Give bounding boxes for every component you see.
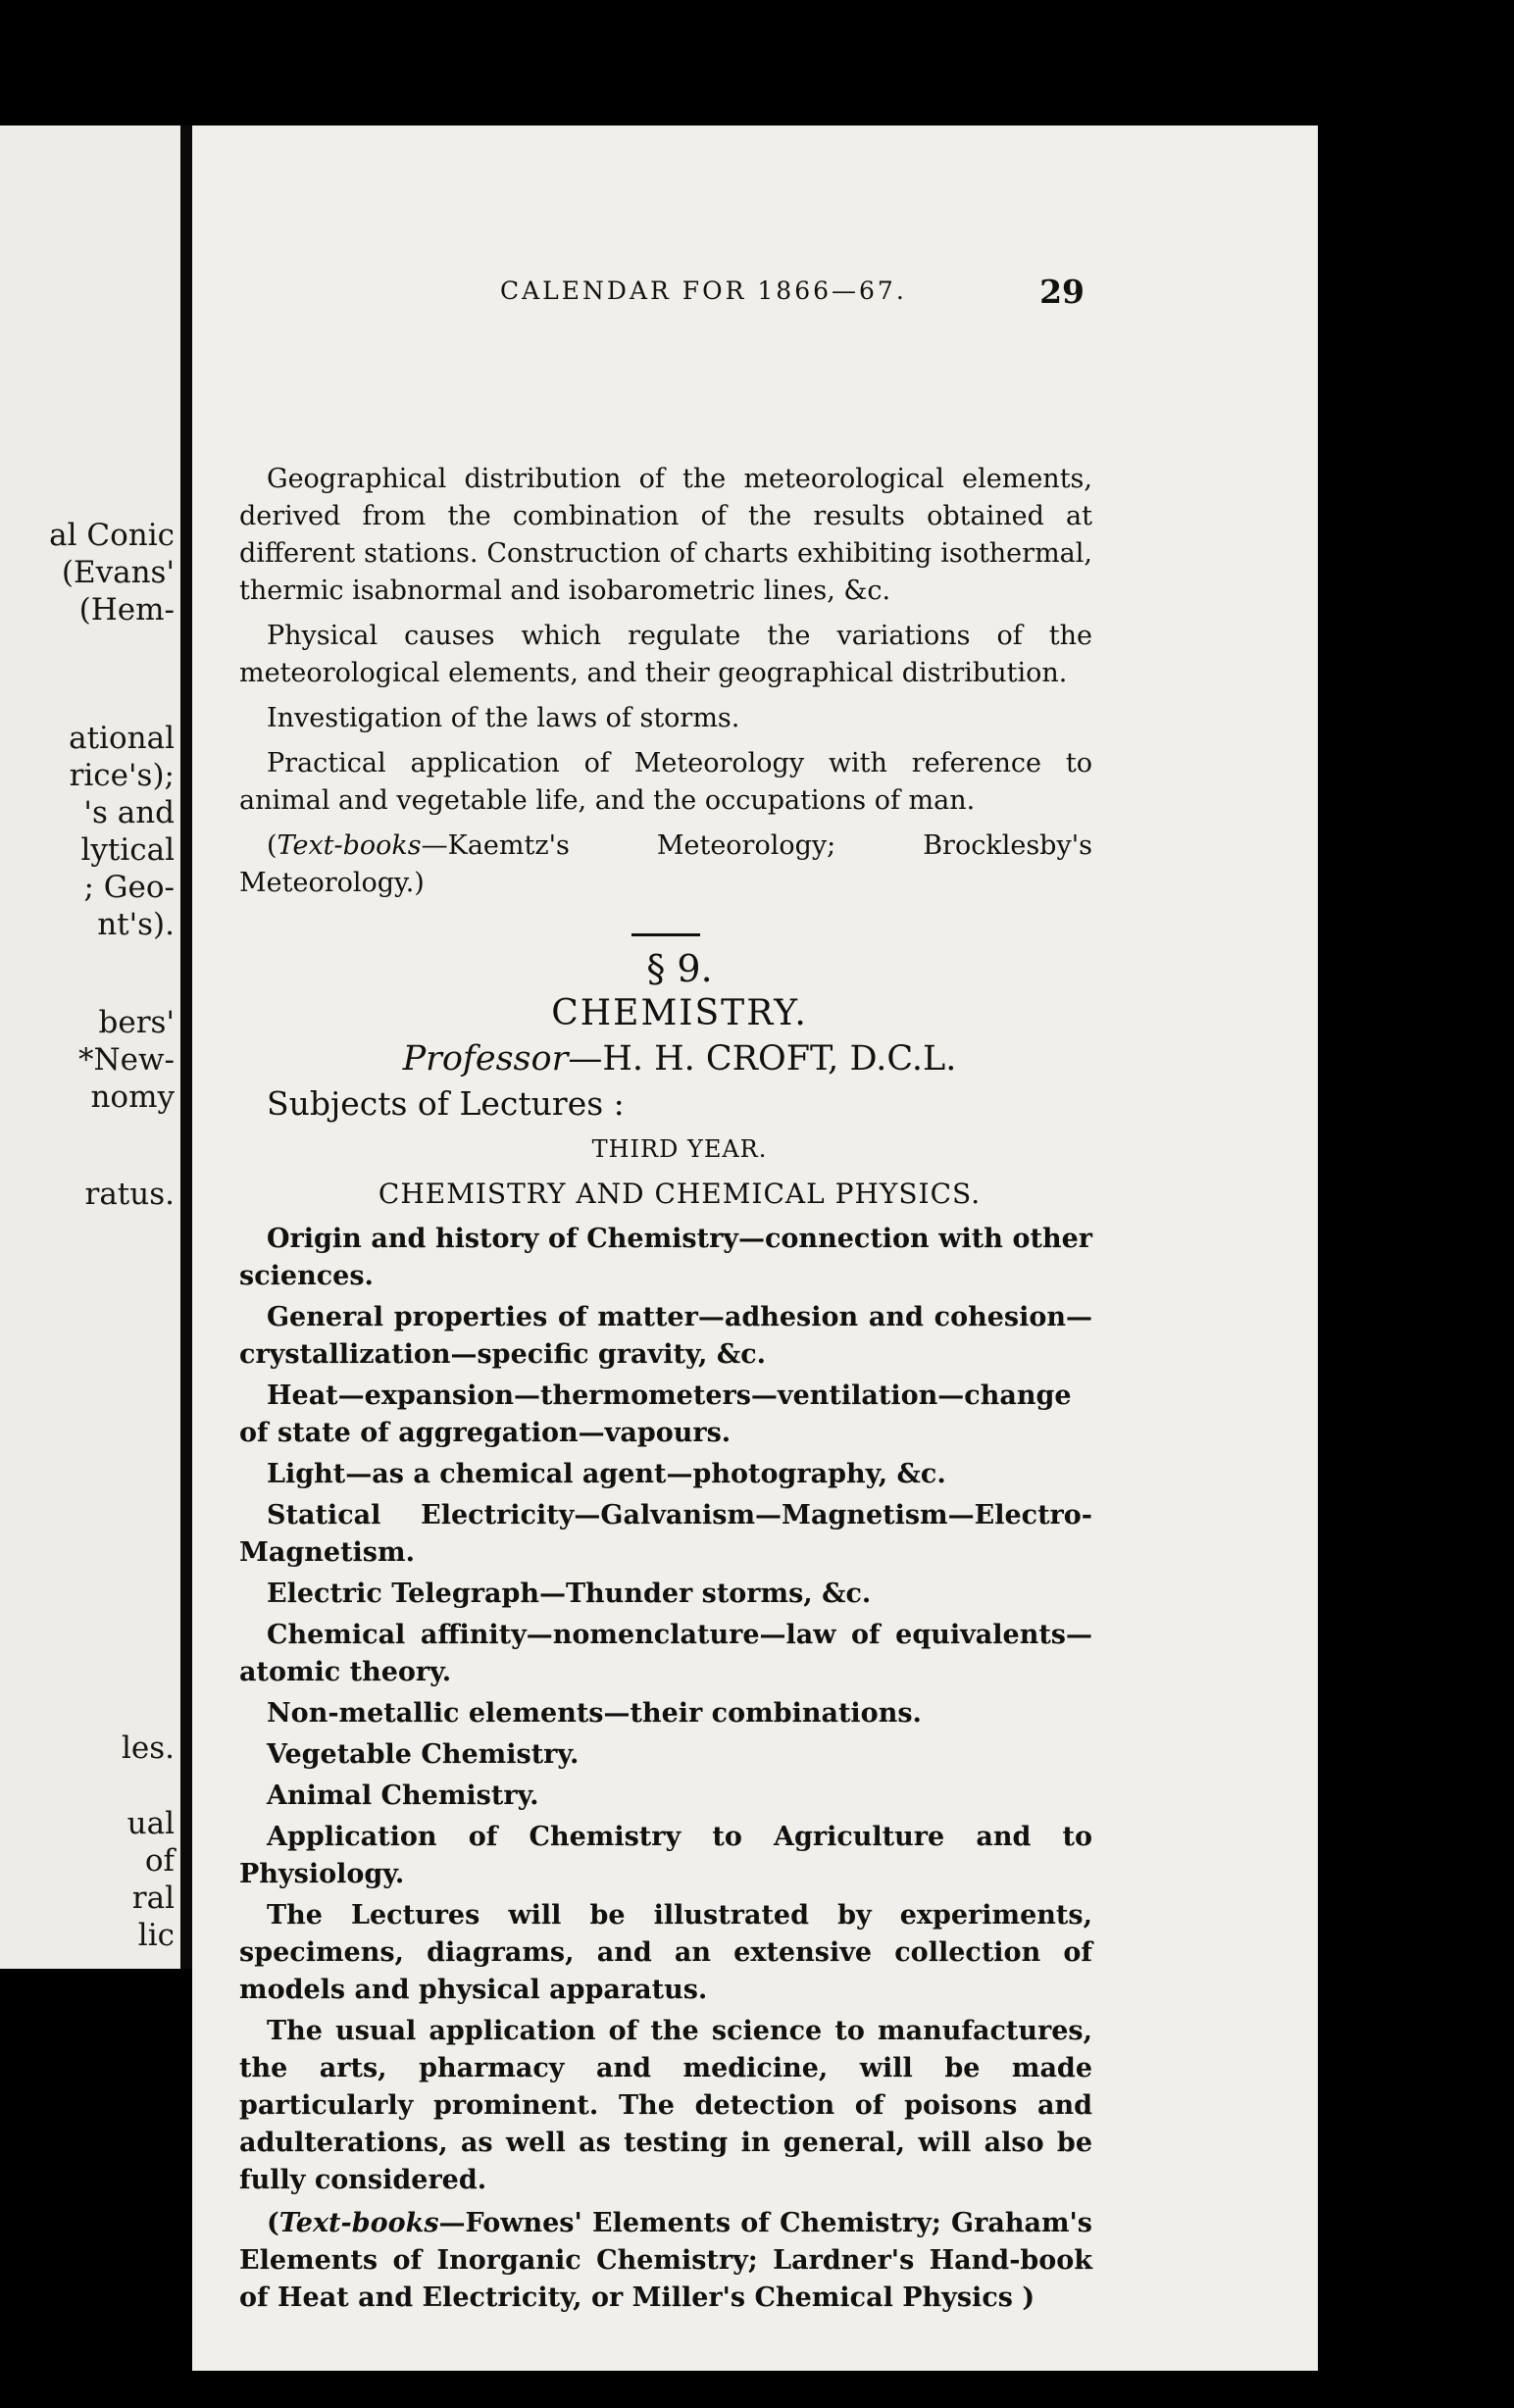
- topic-item: Heat—expansion—thermometers—ventilation—change of state of aggregation—vapours.: [239, 1380, 1072, 1448]
- section-divider: [631, 933, 700, 936]
- facing-page-fragment: (Hem-: [78, 592, 175, 627]
- page-body: [239, 461, 1092, 2321]
- running-header: [306, 273, 1120, 318]
- topic-item: Electric Telegraph—Thunder storms, &c.: [267, 1579, 872, 1609]
- facing-page-fragment: rice's);: [69, 758, 175, 793]
- topic-item: The usual application of the science to manufactures, the arts, pharmacy and medicine, will be made particularly prominent. The detection of poisons and adulterations, as well as testing in general, will also be fully considered.: [239, 2016, 1092, 2195]
- facing-page-fragment: (Evans': [61, 555, 175, 590]
- topic-item: The Lectures will be illustrated by experiments, specimens, diagrams, and an extensive collection of models and physical apparatus.: [239, 1900, 1092, 2005]
- facing-page-fragment: ; Geo-: [83, 870, 175, 905]
- section-number: § 9.: [646, 947, 713, 990]
- topic-item: General properties of matter—adhesion and cohesion—crystallization—specific gravity, &c.: [239, 1302, 1092, 1370]
- topic-item: Light—as a chemical agent—photography, &c.: [267, 1459, 946, 1489]
- facing-page-fragment: 's and: [83, 795, 175, 830]
- textbooks-chemistry: (Text-books—Fownes' Elements of Chemistry; Graham's Elements of Inorganic Chemistry; Lardner's Hand-book of Heat and Electricity, or Miller's Chemical Physics ): [239, 2208, 1092, 2313]
- paragraph-practical-application: Practical application of Meteorology with reference to animal and vegetable life, and the occupations of man.: [239, 748, 1092, 816]
- topic-item: Non-metallic elements—their combinations.: [267, 1698, 922, 1729]
- facing-page-fragment: ratus.: [84, 1177, 175, 1212]
- page-number: 29: [1039, 273, 1085, 311]
- facing-page-fragment: al Conic: [49, 518, 175, 553]
- facing-page-fragment: nomy: [90, 1079, 175, 1115]
- paragraph-meteorology-distribution: Geographical distribution of the meteorological elements, derived from the combination of the results obtained at different stations. Construction of charts exhibiting isothermal, thermic isabnormal and isobarometric lines, &c.: [239, 464, 1092, 606]
- facing-page-fragment: nt's).: [97, 907, 175, 942]
- subjects-label: Subjects of Lectures :: [267, 1084, 625, 1123]
- topic-item: Statical Electricity—Galvanism—Magnetism—Electro-Magnetism.: [239, 1500, 1092, 1568]
- textbooks-label: Text-books: [277, 830, 422, 861]
- section-title: CHEMISTRY.: [551, 993, 808, 1033]
- topic-list: [239, 1221, 1092, 2317]
- year-heading: THIRD YEAR.: [591, 1135, 768, 1163]
- facing-page-fragment: ual: [126, 1806, 175, 1841]
- textbooks-list: —Kaemtz's Meteorology; Brocklesby's Meteorology.): [239, 830, 1092, 898]
- textbooks-meteorology: (Text-books—Kaemtz's Meteorology; Brocklesby's Meteorology.): [239, 830, 1092, 898]
- professor-line: [239, 1040, 1092, 1078]
- textbooks-label: Text-books: [278, 2208, 439, 2238]
- facing-page-fragment: of: [144, 1843, 175, 1879]
- topic-item: Animal Chemistry.: [267, 1781, 539, 1811]
- facing-page-fragment: lic: [137, 1918, 175, 1953]
- topic-item: Vegetable Chemistry.: [267, 1739, 580, 1770]
- professor-name: —H. H. CROFT, D.C.L.: [568, 1039, 957, 1079]
- facing-page-fragment: ral: [131, 1881, 175, 1916]
- topic-item: Chemical affinity—nomenclature—law of equivalents—atomic theory.: [239, 1620, 1092, 1687]
- textbooks-list: —Fownes' Elements of Chemistry; Graham's Elements of Inorganic Chemistry; Lardner's Hand-book of Heat and Electricity, or Miller's Chemical Physics ): [239, 2208, 1092, 2313]
- facing-page-fragment: les.: [121, 1731, 175, 1766]
- professor-label: Professor: [402, 1039, 569, 1079]
- facing-page-fragment: lytical: [80, 832, 175, 868]
- topic-item: Application of Chemistry to Agriculture and to Physiology.: [239, 1822, 1092, 1889]
- facing-page-fragment: bers': [98, 1005, 175, 1040]
- paragraph-physical-causes: Physical causes which regulate the variations of the meteorological elements, and their geographical distribution.: [239, 621, 1092, 688]
- subheading: CHEMISTRY AND CHEMICAL PHYSICS.: [378, 1178, 982, 1210]
- topic-item: Origin and history of Chemistry—connection with other sciences.: [239, 1224, 1092, 1291]
- running-title: CALENDAR FOR 1866—67.: [500, 276, 907, 305]
- facing-page-fragment: ational: [69, 721, 175, 756]
- book-gutter: [180, 125, 192, 1969]
- facing-page-fragment: *New-: [78, 1042, 175, 1078]
- facing-page-edge: [0, 125, 180, 1969]
- paragraph-storms: Investigation of the laws of storms.: [267, 703, 740, 733]
